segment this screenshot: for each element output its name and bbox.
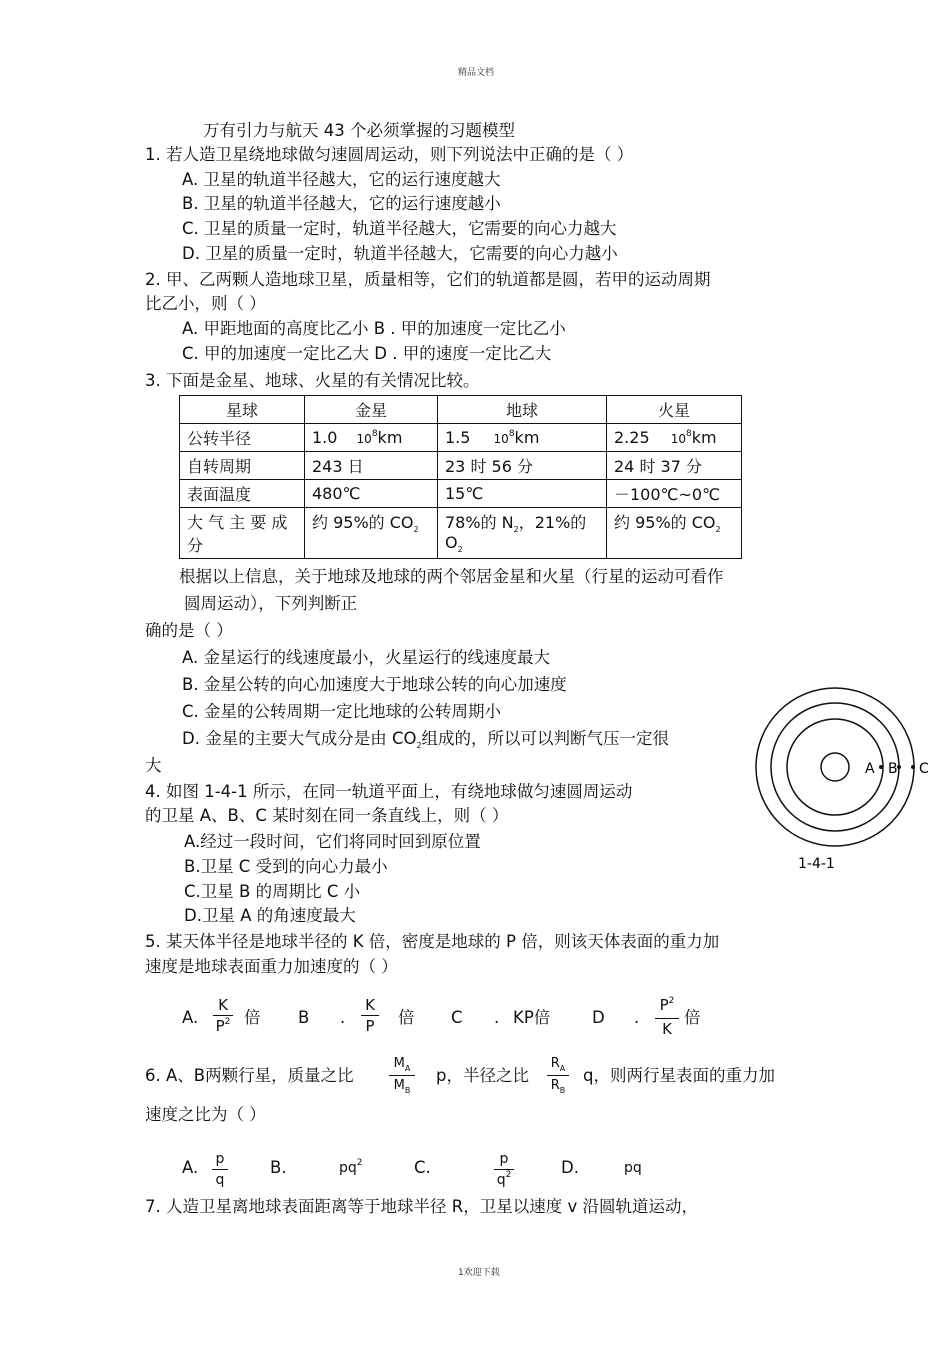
planet-comparison-table	[179, 395, 742, 559]
q3-option-d-tail: 大	[145, 756, 162, 775]
q4-option-b: B.卫星 C 受到的向心力最小	[184, 857, 388, 876]
q5-dot-d: .	[634, 1008, 640, 1027]
numerator	[547, 1055, 569, 1074]
q6-label-c: C.	[414, 1158, 431, 1177]
table-cell: 243 日	[305, 452, 438, 480]
table-cell: 480℃	[305, 480, 438, 508]
q3-option-b: B. 金星公转的向心加速度大于地球公转的向心加速度	[182, 675, 567, 694]
num-text: R	[550, 1056, 560, 1071]
q4-stem-line1: 4. 如图 1-4-1 所示，在同一轨道平面上，有绕地球做匀速圆周运动	[145, 782, 633, 801]
q3-option-a: A. 金星运行的线速度最小，火星运行的线速度最大	[182, 648, 550, 667]
q1-stem: 1. 若人造卫星绕地球做匀速圆周运动，则下列说法中正确的是（ ）	[145, 145, 634, 164]
q1-option-c: C. 卫星的质量一定时，轨道半径越大，它需要的向心力越大	[182, 219, 617, 238]
subscript: 2	[416, 741, 422, 750]
orbit-diagram	[750, 682, 940, 882]
radius-unit: km	[514, 428, 540, 447]
figure-caption: 1-4-1	[798, 856, 835, 872]
num-text: P	[659, 996, 669, 1014]
q2-stem-line1: 2. 甲、乙两颗人造地球卫星，质量相等，它们的轨道都是圆，若甲的运动周期	[145, 270, 711, 289]
numerator	[389, 1055, 415, 1074]
denominator	[494, 1171, 514, 1191]
radius-exp-sup: 8	[508, 429, 515, 439]
q5-label-a: A.	[182, 1008, 199, 1027]
table-cell	[305, 508, 438, 559]
q5-dot-c: .	[494, 1008, 500, 1027]
table-cell: 15℃	[438, 480, 607, 508]
table-cell	[438, 508, 607, 559]
table-cell: －100℃~0℃	[607, 480, 742, 508]
q6-label-a: A.	[182, 1158, 199, 1177]
table-cell: 24 时 37 分	[607, 452, 742, 480]
q3-stem: 3. 下面是金星、地球、火星的有关情况比较。	[145, 371, 480, 390]
superscript: 2	[505, 1170, 512, 1180]
table-cell	[607, 508, 742, 559]
q5-stem-line1: 5. 某天体半径是地球半径的 K 倍，密度是地球的 P 倍，则该天体表面的重力加	[145, 932, 720, 951]
superscript: 2	[668, 996, 675, 1006]
den-text: P	[215, 1017, 225, 1035]
radius-unit: km	[377, 428, 403, 447]
q3-after-line1: 根据以上信息，关于地球及地球的两个邻居金星和火星（行星的运动可看作	[179, 567, 724, 586]
den-text: R	[550, 1078, 560, 1093]
q3-after-line3: 确的是（ ）	[145, 621, 233, 640]
q5-fraction-d	[655, 996, 679, 1038]
radius-unit: km	[691, 428, 717, 447]
radius-exp-sup: 8	[686, 429, 692, 439]
q1-option-a: A. 卫星的轨道半径越大，它的运行速度越大	[182, 170, 501, 189]
atm-label-line1: 大 气 主 要 成	[187, 513, 288, 532]
subscript: B	[559, 1086, 566, 1095]
radius-exp: 10	[356, 432, 372, 446]
table-header-cell: 地球	[438, 396, 607, 424]
table-header-cell: 金星	[305, 396, 438, 424]
denominator: q	[215, 1172, 225, 1188]
q2-options-cd: C. 甲的加速度一定比乙大 D . 甲的速度一定比乙大	[182, 344, 552, 363]
numerator: p	[499, 1151, 509, 1167]
q5-label-d: D	[592, 1008, 605, 1027]
subscript: 2	[457, 545, 463, 554]
denominator: K	[662, 1020, 672, 1038]
table-row	[180, 508, 742, 559]
table-row	[180, 480, 742, 508]
earth-icon	[821, 753, 849, 781]
radius-value: 2.25	[614, 428, 655, 447]
q5-bei-d: 倍	[684, 1008, 701, 1027]
table-cell: 23 时 56 分	[438, 452, 607, 480]
superscript: 2	[224, 1017, 231, 1027]
q6-fraction-c	[494, 1150, 514, 1191]
denominator	[213, 1017, 233, 1038]
q2-stem-line2: 比乙小，则（ ）	[145, 294, 266, 313]
page-header: 精品文档	[458, 68, 495, 78]
num-text: M	[393, 1056, 405, 1071]
table-cell: 公转半径	[180, 424, 305, 452]
q3-option-d-rest: 组成的，所以可以判断气压一定很	[421, 729, 670, 748]
document-title: 万有引力与航天 43 个必须掌握的习题模型	[203, 121, 515, 140]
numerator: K	[365, 996, 375, 1014]
radius-value: 1.5	[445, 428, 476, 447]
page-footer: 1欢迎下载	[458, 1268, 500, 1278]
q6-stem-p: p，半径之比	[436, 1066, 529, 1085]
denominator	[547, 1077, 569, 1096]
q6-radius-ratio	[547, 1055, 569, 1096]
q5-bei-a: 倍	[244, 1008, 261, 1027]
subscript: 2	[715, 525, 721, 534]
q7-stem: 7. 人造卫星离地球表面距离等于地球半径 R，卫星以速度 v 沿圆轨道运动，	[145, 1197, 698, 1216]
table-row	[180, 452, 742, 480]
q6-fraction-a	[212, 1150, 228, 1189]
q3-option-c: C. 金星的公转周期一定比地球的公转周期小	[182, 702, 502, 721]
superscript: 2	[356, 1158, 363, 1168]
subscript: 2	[413, 525, 419, 534]
den-text: q	[496, 1172, 506, 1188]
table-cell	[438, 424, 607, 452]
label-c: C	[919, 761, 929, 777]
table-header-row	[180, 396, 742, 424]
q4-option-c: C.卫星 B 的周期比 C 小	[184, 882, 361, 901]
q5-label-c: C	[451, 1008, 463, 1027]
table-row	[180, 424, 742, 452]
q5-bei-b: 倍	[398, 1008, 415, 1027]
q6-label-d: D.	[561, 1158, 579, 1177]
table-cell	[305, 424, 438, 452]
subscript: A	[559, 1064, 566, 1073]
radius-value: 1.0	[312, 428, 343, 447]
q6-stem-pre: 6. A、B两颗行星，质量之比	[145, 1066, 354, 1085]
atm-venus: 约 95%的 CO	[312, 513, 414, 532]
table-header-cell: 星球	[180, 396, 305, 424]
q5-fraction-a	[213, 996, 233, 1038]
q1-option-b: B. 卫星的轨道半径越大，它的运行速度越小	[182, 194, 501, 213]
label-b: B	[888, 761, 898, 777]
q6-stem-line2: 速度之比为（ ）	[145, 1105, 266, 1124]
table-cell: 表面温度	[180, 480, 305, 508]
q5-stem-line2: 速度是地球表面重力加速度的（ ）	[145, 957, 398, 976]
q6-label-b: B.	[270, 1158, 287, 1177]
table-cell	[180, 508, 305, 559]
atm-earth-o: ，21%的 O	[445, 513, 587, 552]
label-a: A	[865, 761, 875, 777]
q3-option-d-text: D. 金星的主要大气成分是由 CO	[182, 729, 417, 748]
numerator	[655, 996, 679, 1017]
q4-option-a: A.经过一段时间，它们将同时回到原位置	[184, 832, 481, 851]
q5-value-c: KP倍	[513, 1008, 551, 1027]
subscript: A	[404, 1064, 411, 1073]
q4-stem-line2: 的卫星 A、B、C 某时刻在同一条直线上，则（ ）	[145, 806, 509, 825]
radius-exp: 10	[670, 432, 686, 446]
numerator: p	[215, 1151, 225, 1167]
numerator: K	[218, 996, 228, 1014]
q6-value-d: pq	[624, 1160, 642, 1176]
q5-fraction-b	[361, 996, 379, 1035]
table-cell	[607, 424, 742, 452]
atm-mars: 约 95%的 CO	[614, 513, 716, 532]
subscript: 2	[513, 525, 519, 534]
q3-after-line2: 圆周运动），下列判断正	[184, 594, 358, 613]
q6-value-b	[339, 1158, 363, 1180]
q6-stem-q: q，则两行星表面的重力加	[583, 1066, 775, 1085]
den-text: M	[393, 1078, 405, 1093]
value-text: pq	[339, 1160, 357, 1176]
denominator	[389, 1077, 415, 1096]
q2-options-ab: A. 甲距地面的高度比乙小 B . 甲的加速度一定比乙小	[182, 319, 566, 338]
q6-mass-ratio	[389, 1055, 415, 1096]
subscript: B	[404, 1086, 411, 1095]
q4-option-d: D.卫星 A 的角速度最大	[184, 906, 356, 925]
table-cell: 自转周期	[180, 452, 305, 480]
q1-option-d: D. 卫星的质量一定时，轨道半径越大，它需要的向心力越小	[182, 244, 618, 263]
radius-exp-sup: 8	[371, 429, 378, 439]
atm-earth-n: 78%的 N	[445, 513, 514, 532]
table-header-cell: 火星	[607, 396, 742, 424]
q5-label-b: B	[298, 1008, 310, 1027]
q5-dot-b: .	[340, 1008, 346, 1027]
satellite-a	[879, 765, 883, 769]
atm-label-line2: 分	[187, 536, 204, 555]
radius-exp: 10	[493, 432, 509, 446]
satellite-c	[911, 765, 915, 769]
denominator: P	[365, 1017, 375, 1035]
q3-option-d	[182, 729, 669, 752]
